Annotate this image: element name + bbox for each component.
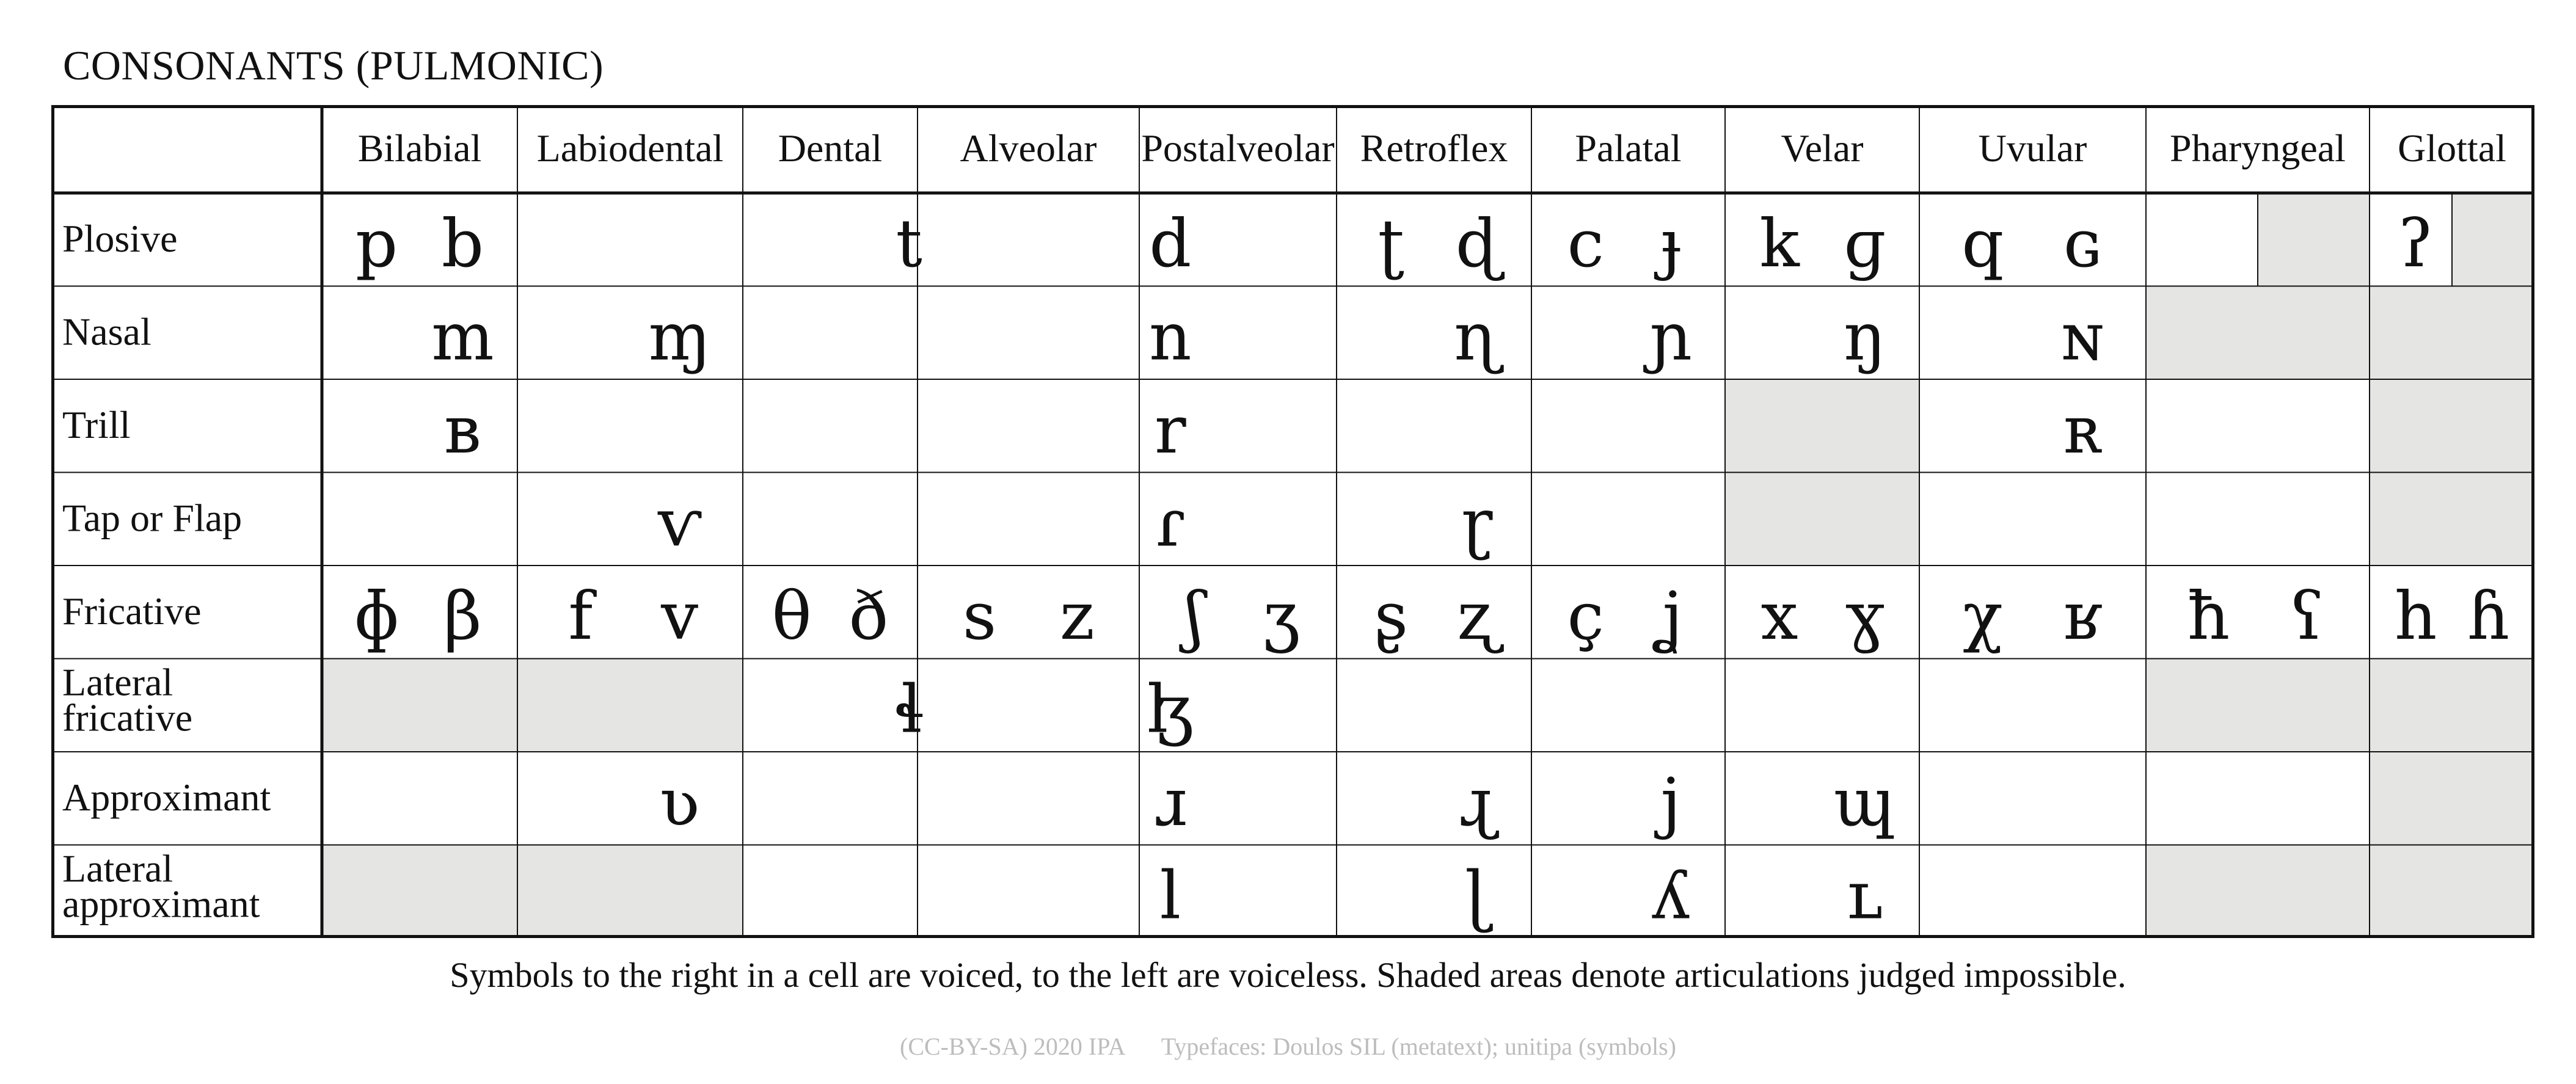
symbol-nasal-velar-voiced: ŋ <box>1844 299 1886 376</box>
symbol-nasal-retroflex-voiced: ɳ <box>1454 299 1500 376</box>
shaded-cell-approximant-glottal <box>2370 752 2534 845</box>
row-label-lateral-approximant: approximant <box>62 882 260 926</box>
symbol-fricative-palatal-voiceless: ç <box>1567 578 1605 655</box>
symbol-fricative-labiodental-voiceless: f <box>568 578 593 655</box>
col-header-velar: Velar <box>1781 126 1864 170</box>
symbol-tap-or-flap-retroflex-voiced: ɽ <box>1461 485 1493 562</box>
symbol-fricative-pharyngeal-voiceless: ħ <box>2187 578 2230 655</box>
consonant-chart <box>51 105 2534 938</box>
symbol-fricative-retroflex-voiceless: ʂ <box>1374 578 1409 655</box>
row-label-trill: Trill <box>62 403 131 446</box>
row-labels <box>62 217 271 926</box>
symbol-fricative-pharyngeal-voiced: ʕ <box>2289 578 2325 655</box>
symbol-lateral-approximant-palatal-voiced: ʎ <box>1652 857 1690 934</box>
symbol-fricative-uvular-voiceless: χ <box>1963 578 2003 655</box>
symbol-nasal-alveolar-voiced: n <box>1149 299 1192 376</box>
row-label-fricative: Fricative <box>62 589 202 633</box>
symbol-fricative-labiodental-voiced: v <box>661 578 699 655</box>
shaded-cell-plosive-pharyngeal <box>2258 193 2370 286</box>
symbol-nasal-bilabial-voiced: m <box>431 299 494 376</box>
symbol-lateral-approximant-retroflex-voiced: ɭ <box>1465 857 1489 934</box>
shaded-cell-trill-velar <box>1725 379 1919 473</box>
symbol-fricative-dental-voiced: ð <box>848 578 889 655</box>
shaded-cell-tap-or-flap-glottal <box>2370 473 2534 566</box>
symbol-plosive-glottal-voiceless: ʔ <box>2398 206 2434 282</box>
col-header-glottal: Glottal <box>2398 126 2506 170</box>
shaded-cell-tap-or-flap-velar <box>1725 473 1919 566</box>
row-label-lateral-fricative: fricative <box>62 696 193 740</box>
symbol-fricative-velar-voiced: ɣ <box>1845 578 1885 655</box>
shaded-cell-lateral-fricative-labiodental <box>517 659 743 752</box>
chart-footnote: Symbols to the right in a cell are voiced, to the left are voiceless. Shaded areas denote articulations judged impossible. <box>450 955 2126 995</box>
symbol-plosive-velar-voiced: ɡ <box>1844 206 1886 282</box>
col-header-alveolar: Alveolar <box>960 126 1097 170</box>
row-label-lateral-approximant: Lateral <box>62 846 173 890</box>
col-header-dental: Dental <box>778 126 883 170</box>
symbol-approximant-alveolar-voiced: ɹ <box>1153 765 1187 841</box>
col-header-bilabial: Bilabial <box>357 126 482 170</box>
column-headers <box>358 126 2506 170</box>
symbol-lateral-approximant-velar-voiced: ʟ <box>1847 857 1883 934</box>
shaded-cell-lateral-approximant-bilabial <box>322 845 517 939</box>
symbol-lateral-fricative-alveolar-voiceless: ɬ <box>894 671 924 748</box>
col-header-postalveolar: Postalveolar <box>1141 126 1335 170</box>
symbol-fricative-alveolar-voiceless: s <box>962 578 997 655</box>
shaded-cell-lateral-approximant-glottal <box>2370 845 2534 939</box>
shaded-cell-lateral-approximant-labiodental <box>517 845 743 939</box>
symbol-trill-uvular-voiced: ʀ <box>2063 392 2102 468</box>
col-header-retroflex: Retroflex <box>1360 126 1508 170</box>
symbol-plosive-alveolar-voiced: d <box>1149 206 1192 282</box>
symbol-plosive-bilabial-voiced: b <box>441 206 484 282</box>
symbol-approximant-labiodental-voiced: ʋ <box>659 765 700 841</box>
col-header-labiodental: Labiodental <box>536 126 724 170</box>
typefaces-text: Typefaces: Doulos SIL (metatext); unitipa (symbols) <box>1161 1033 1676 1060</box>
row-label-plosive: Plosive <box>62 217 178 260</box>
row-label-nasal: Nasal <box>62 310 151 354</box>
symbol-fricative-postalveolar-voiced: ʒ <box>1263 578 1301 655</box>
symbol-lateral-fricative-alveolar-voiced: ɮ <box>1147 671 1194 748</box>
shaded-cell-plosive-glottal <box>2452 193 2534 286</box>
symbol-fricative-uvular-voiced: ʁ <box>2063 578 2102 655</box>
shaded-cell-lateral-fricative-bilabial <box>322 659 517 752</box>
shaded-cell-nasal-pharyngeal <box>2146 286 2370 380</box>
symbol-plosive-alveolar-voiceless: t <box>896 206 922 282</box>
symbol-fricative-retroflex-voiced: ʐ <box>1457 578 1497 655</box>
row-label-lateral-fricative: Lateral <box>62 660 173 704</box>
symbol-nasal-uvular-voiced: ɴ <box>2061 299 2104 376</box>
license-text: (CC-BY-SA) 2020 IPA <box>900 1033 1126 1060</box>
symbol-fricative-alveolar-voiced: z <box>1059 578 1095 655</box>
symbol-approximant-retroflex-voiced: ɻ <box>1458 765 1495 841</box>
shaded-cell-nasal-glottal <box>2370 286 2534 380</box>
symbol-plosive-retroflex-voiced: ɖ <box>1455 206 1498 282</box>
symbol-approximant-velar-voiced: ɰ <box>1833 765 1897 841</box>
row-label-approximant: Approximant <box>62 776 271 819</box>
symbol-plosive-palatal-voiceless: c <box>1567 206 1605 282</box>
symbol-plosive-uvular-voiceless: q <box>1961 206 2004 282</box>
credit-line <box>0 1030 2576 1064</box>
symbol-fricative-velar-voiceless: x <box>1761 578 1798 655</box>
symbol-fricative-glottal-voiceless: h <box>2394 578 2437 655</box>
symbol-fricative-bilabial-voiceless: ɸ <box>354 578 400 655</box>
symbol-trill-alveolar-voiced: r <box>1155 392 1186 468</box>
chart-title: CONSONANTS (PULMONIC) <box>63 42 604 89</box>
col-header-uvular: Uvular <box>1978 126 2087 170</box>
symbol-plosive-velar-voiceless: k <box>1759 206 1800 282</box>
shaded-cell-trill-glottal <box>2370 379 2534 473</box>
chart-border <box>53 107 2533 937</box>
symbol-fricative-glottal-voiced: ɦ <box>2467 578 2510 655</box>
symbol-lateral-approximant-alveolar-voiced: l <box>1159 857 1181 934</box>
col-header-pharyngeal: Pharyngeal <box>2170 126 2346 170</box>
symbol-plosive-bilabial-voiceless: p <box>356 206 398 282</box>
symbol-plosive-retroflex-voiceless: ʈ <box>1377 206 1405 282</box>
symbol-nasal-labiodental-voiced: ɱ <box>648 299 711 376</box>
col-header-palatal: Palatal <box>1575 126 1682 170</box>
symbol-fricative-palatal-voiced: ʝ <box>1658 578 1683 655</box>
chart-grid <box>51 105 2534 938</box>
shaded-cell-lateral-fricative-pharyngeal <box>2146 659 2370 752</box>
symbol-fricative-dental-voiceless: θ <box>772 578 812 655</box>
symbol-fricative-postalveolar-voiceless: ʃ <box>1185 578 1204 655</box>
symbol-plosive-palatal-voiced: ɟ <box>1660 206 1682 282</box>
symbol-fricative-bilabial-voiced: β <box>443 578 482 655</box>
shaded-cell-lateral-fricative-glottal <box>2370 659 2534 752</box>
symbol-approximant-palatal-voiced: j <box>1660 765 1681 841</box>
symbol-plosive-uvular-voiced: ɢ <box>2063 206 2102 282</box>
row-label-tap-or-flap: Tap or Flap <box>62 496 243 540</box>
symbol-nasal-palatal-voiced: ɲ <box>1649 299 1692 376</box>
shaded-cell-lateral-approximant-pharyngeal <box>2146 845 2370 939</box>
symbol-trill-bilabial-voiced: ʙ <box>443 392 481 468</box>
symbol-tap-or-flap-labiodental-voiced: ⱱ <box>657 485 702 562</box>
symbol-tap-or-flap-alveolar-voiced: ɾ <box>1155 485 1186 562</box>
